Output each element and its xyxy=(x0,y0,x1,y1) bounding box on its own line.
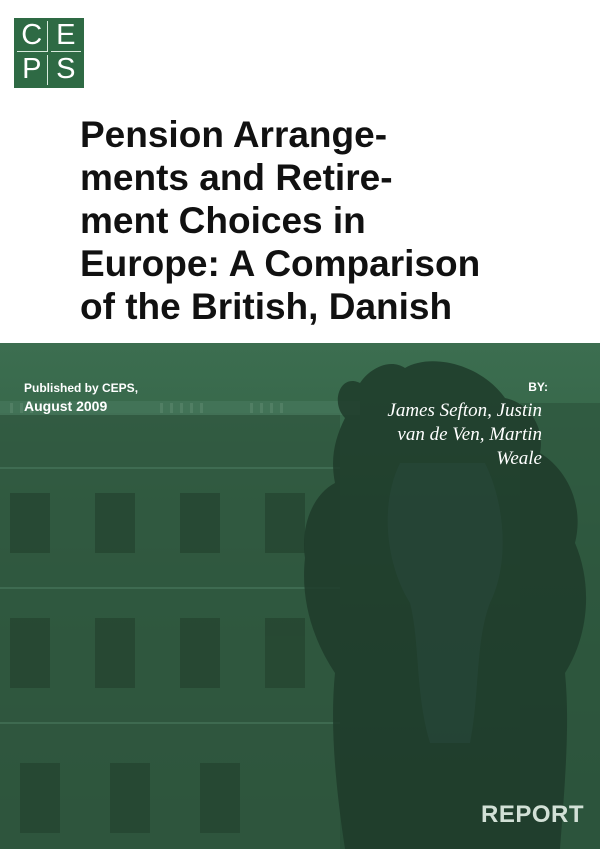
authors-list xyxy=(312,399,542,471)
author-line: James Sefton, Justin xyxy=(387,400,542,421)
authors-label: BY: xyxy=(528,380,548,394)
title-line: Pension Arrange- xyxy=(80,114,388,155)
title-line: of the British, Danish xyxy=(80,286,453,327)
title-line: ments and Retire- xyxy=(80,157,393,198)
logo-letter-c: C xyxy=(17,21,48,52)
title-line: Europe: A Comparison xyxy=(80,243,481,284)
author-line: van de Ven, Martin xyxy=(397,424,542,445)
logo-letter-p: P xyxy=(17,55,48,86)
publication-info xyxy=(24,381,138,414)
ceps-logo xyxy=(14,18,84,88)
title-line: ment Choices in xyxy=(80,200,366,241)
cover-photo-panel xyxy=(0,343,600,849)
author-line: Weale xyxy=(496,448,542,469)
publisher-line: Published by CEPS, xyxy=(24,381,139,395)
report-type-label: REPORT xyxy=(480,801,584,828)
logo-letter-s: S xyxy=(56,53,76,86)
logo-letter-e: E xyxy=(51,21,82,52)
publication-date: August 2009 xyxy=(24,398,108,414)
report-title xyxy=(80,113,580,328)
